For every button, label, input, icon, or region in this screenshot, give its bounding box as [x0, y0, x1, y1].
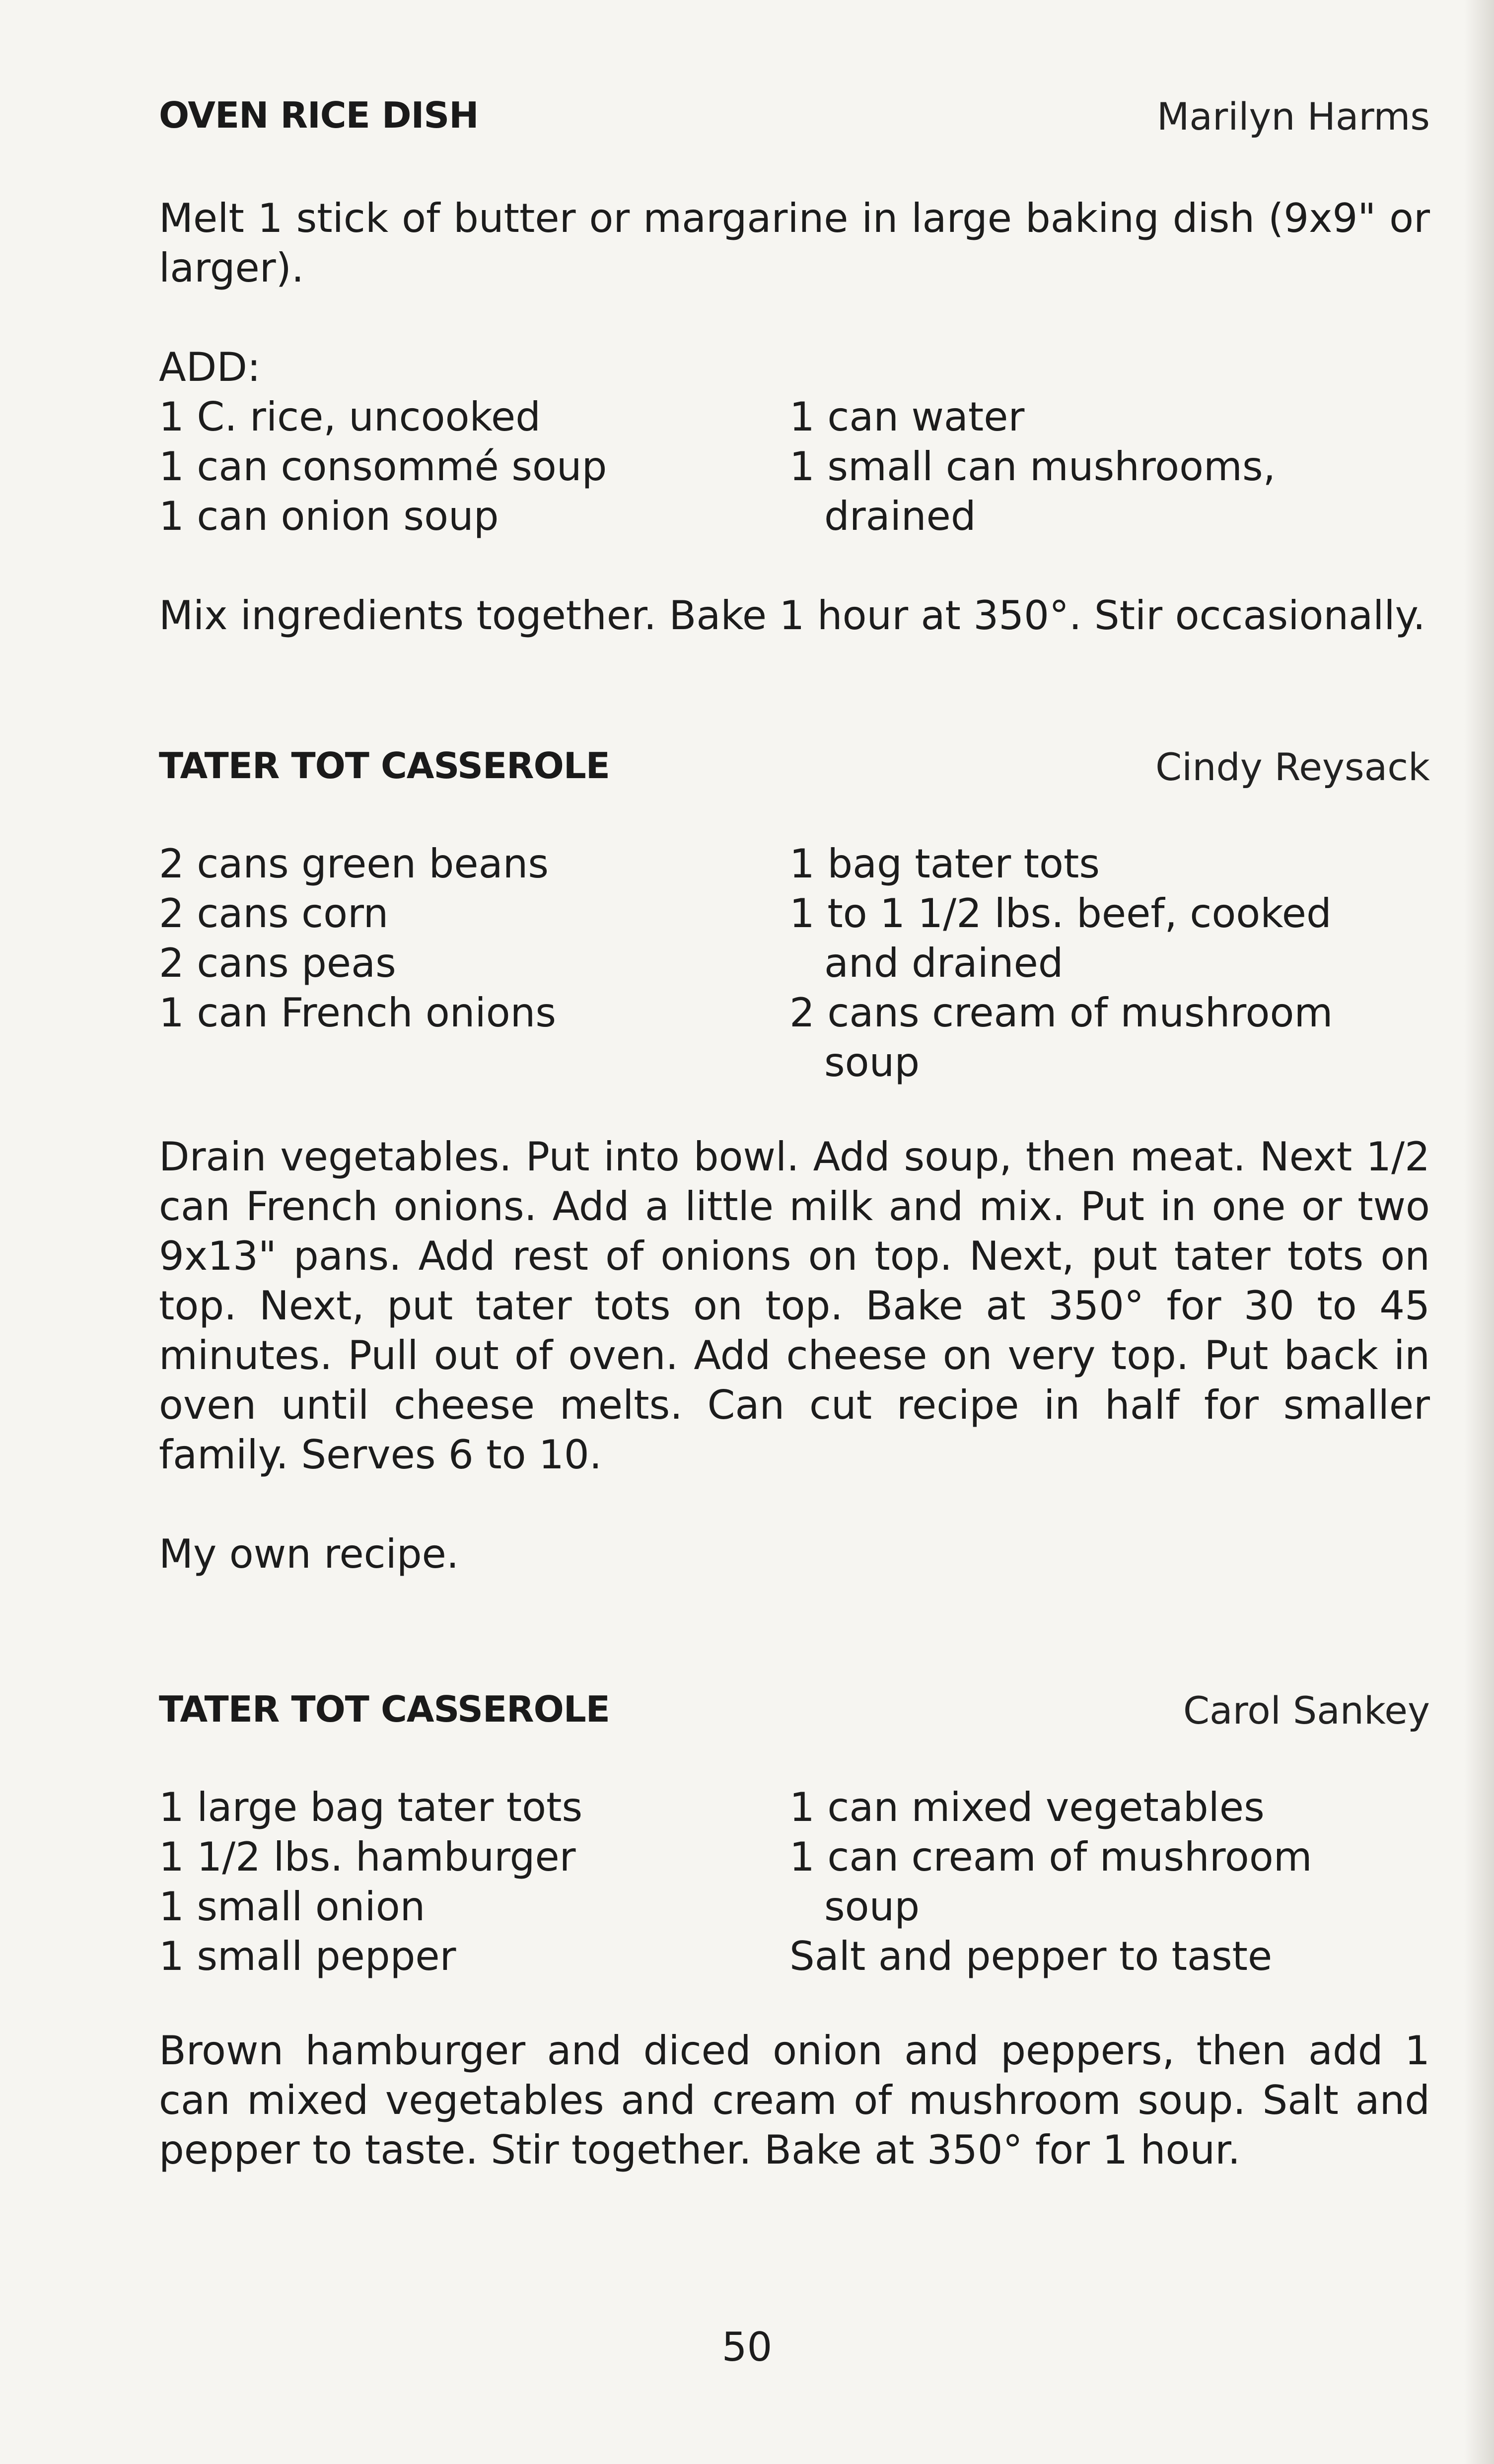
ingredient: 1 can mixed vegetables — [789, 1784, 1265, 1830]
ingredient: 1 can onion soup — [159, 493, 499, 539]
recipe-header — [159, 1688, 1430, 1743]
recipe-author: Carol Sankey — [1183, 1688, 1430, 1733]
ingredients-left — [159, 1783, 784, 1981]
ingredients-right — [789, 839, 1430, 1087]
ingredient: and drained — [824, 940, 1064, 986]
page-spine-shadow — [1464, 0, 1494, 2464]
ingredient-columns — [159, 1783, 1430, 1981]
ingredient: drained — [824, 493, 976, 539]
recipe-intro: Melt 1 stick of butter or margarine in large baking dish (9x9" or larger). — [159, 195, 1430, 291]
ingredient: 1 small onion — [159, 1884, 426, 1930]
ingredient: 1 to 1 1/2 lbs. beef, cooked — [789, 890, 1332, 937]
recipe-header — [159, 745, 1430, 799]
ingredient-columns — [159, 392, 1430, 541]
ingredient: 1 can water — [789, 394, 1025, 440]
ingredient: 1 1/2 lbs. hamburger — [159, 1834, 576, 1880]
recipe-oven-rice-dish — [159, 94, 1430, 641]
ingredients-left — [159, 839, 784, 1038]
ingredient: 2 cans peas — [159, 940, 396, 986]
ingredients-right — [789, 392, 1430, 541]
recipe-directions: Brown hamburger and diced onion and peppers, then add 1 can mixed vegetables and cream of mushroom soup. Salt and pepper to taste. Stir together. Bake at 350° for 1 hour. — [159, 2028, 1430, 2173]
ingredient: 2 cans cream of mushroom — [789, 990, 1333, 1036]
ingredient: 1 large bag tater tots — [159, 1784, 583, 1830]
recipe-directions: Mix ingredients together. Bake 1 hour at 350°. Stir occasionally. — [159, 592, 1425, 639]
ingredient: 1 can French onions — [159, 990, 557, 1036]
recipe-title: OVEN RICE DISH — [159, 94, 479, 136]
recipe-note: My own recipe. — [159, 1531, 459, 1577]
recipe-title: TATER TOT CASSEROLE — [159, 1688, 610, 1730]
recipe-header — [159, 94, 1430, 149]
page-number: 50 — [721, 2324, 773, 2370]
ingredient: 2 cans green beans — [159, 841, 549, 887]
ingredient: 1 small can mushrooms, — [789, 443, 1276, 490]
ingredient: 2 cans corn — [159, 890, 389, 937]
recipe-author: Cindy Reysack — [1155, 745, 1430, 789]
ingredient: 1 bag tater tots — [789, 841, 1100, 887]
recipe-title: TATER TOT CASSEROLE — [159, 745, 610, 787]
recipe-directions: Drain vegetables. Put into bowl. Add soup, then meat. Next 1/2 can French onions. Add a little milk and mix. Put in one or two 9x13" pans. Add rest of onions on top. Next, put tater tots on top. Next, put tater tots on top. Bake at 350° for 30 to 45 minutes. Pull out of oven. Add cheese on very top. Put back in oven until cheese melts. Can cut recipe in half for smaller family. Serves 6 to 10. — [159, 1134, 1430, 1478]
ingredient: Salt and pepper to taste — [789, 1933, 1273, 1979]
ingredient-columns — [159, 839, 1430, 1087]
ingredient: 1 small pepper — [159, 1933, 456, 1979]
ingredients-right — [789, 1783, 1430, 1981]
ingredient: 1 can consommé soup — [159, 443, 607, 490]
ingredient: soup — [824, 1039, 920, 1086]
recipe-tater-tot-casserole-sankey — [159, 1688, 1430, 2175]
recipe-tater-tot-casserole-reysack — [159, 745, 1430, 1579]
recipe-author: Marilyn Harms — [1156, 94, 1430, 139]
ingredients-left — [159, 392, 784, 541]
ingredient: soup — [824, 1884, 920, 1930]
ingredient: 1 C. rice, uncooked — [159, 394, 541, 440]
add-label: ADD: — [159, 344, 261, 390]
ingredient: 1 can cream of mushroom — [789, 1834, 1312, 1880]
